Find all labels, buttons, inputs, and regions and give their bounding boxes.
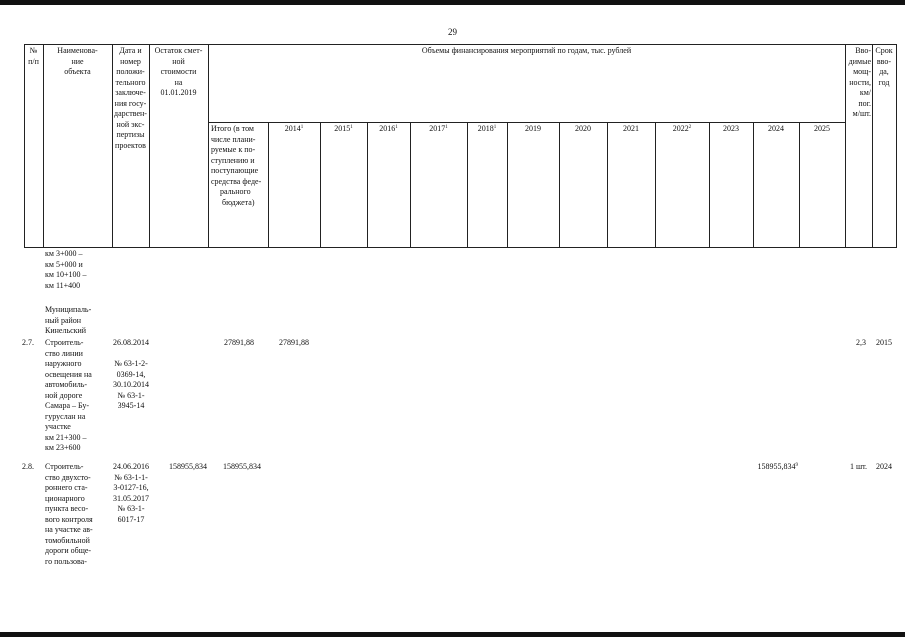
header-year-2024: 2024 — [768, 124, 784, 133]
row-total: 27891,88 — [224, 338, 254, 347]
row-capacity: 2,3 — [856, 338, 866, 347]
grid-line — [208, 44, 209, 247]
header-funding-title: Объемы финансирования мероприятий по годам, тыс. рублей — [421, 46, 632, 55]
district-label: Муниципаль- ный район Кинельский — [45, 305, 92, 335]
header-year-2016: 2016$^1$ — [379, 124, 398, 133]
grid-line — [24, 44, 25, 247]
row-deadline: 2015 — [876, 338, 892, 347]
header-total: Итого (в том числе плани- руемые к по- ступлению и поступающие средства феде- рального бюджета) — [211, 124, 262, 207]
header-no: № п/п — [28, 46, 39, 66]
header-year-2017: 2017$^1$ — [429, 124, 448, 133]
grid-line — [753, 122, 754, 247]
grid-line — [467, 122, 468, 247]
header-expertise-date: Дата и номер положи- тельного заключе- ния госу- дарствен- ной экс- пертизы проектов — [114, 46, 147, 150]
grid-line — [410, 122, 411, 247]
header-year-2021: 2021 — [623, 124, 639, 133]
grid-line — [709, 122, 710, 247]
header-year-2020: 2020 — [575, 124, 591, 133]
header-deadline: Срок вво- да, год — [875, 46, 893, 87]
grid-line — [24, 247, 897, 248]
header-year-2014: 2014$^1$ — [284, 124, 304, 133]
grid-line — [367, 122, 368, 247]
header-capacity: Вво- димые мощ- ности, км/ пог. м/шт. — [848, 46, 871, 118]
row-number: 2.7. — [22, 338, 34, 347]
grid-line — [896, 44, 897, 247]
row-deadline: 2024 — [876, 462, 892, 471]
page-number: 29 — [448, 27, 457, 37]
grid-line — [607, 122, 608, 247]
top-border-bar — [0, 0, 905, 5]
grid-line — [507, 122, 508, 247]
row-capacity: 1 шт. — [849, 462, 867, 471]
header-year-2023: 2023 — [723, 124, 739, 133]
header-year-2022: 2022$^2$ — [672, 124, 692, 133]
header-balance: Остаток смет- ной стоимости на 01.01.2019 — [154, 46, 203, 97]
row-expertise-date: 24.06.2016 № 63-1-1- 3-0127-16, 31.05.2017 № 63-1- 6017-17 — [113, 462, 149, 524]
grid-line — [799, 122, 800, 247]
row-value-2024: 158955,834$^9$ — [757, 462, 798, 471]
row-number: 2.8. — [22, 462, 34, 471]
row-object-name: Строитель- ство линии наружного освещения на автомобиль- ной дороге Самара – Бу- гуруслан на участке км 21+300 – км 23+600 — [45, 338, 92, 452]
grid-line — [208, 122, 845, 123]
header-year-2025: 2025 — [814, 124, 830, 133]
row-total: 158955,834 — [223, 462, 261, 471]
row-expertise-date: 26.08.2014 № 63-1-2- 0369-14, 30.10.2014 № 63-1- 3945-14 — [113, 338, 149, 410]
carryover-text: км 3+000 – км 5+000 и км 10+100 – км 11+400 — [45, 249, 87, 290]
header-year-2019: 2019 — [525, 124, 541, 133]
grid-line — [559, 122, 560, 247]
row-balance: 158955,834 — [169, 462, 207, 471]
header-year-2015: 2015$^1$ — [334, 124, 353, 133]
bottom-border-bar — [0, 632, 905, 637]
grid-line — [268, 122, 269, 247]
grid-line — [320, 122, 321, 247]
header-object-name: Наименова- ние объекта — [57, 46, 98, 76]
grid-line — [655, 122, 656, 247]
row-object-name: Строитель- ство двухсто- роннего ста- ционарного пункта весо- вого контроля на участке ав- томобильной дороги обще- го пользова- — [45, 462, 93, 566]
grid-line — [24, 44, 897, 45]
header-year-2018: 2018$^1$ — [477, 124, 497, 133]
row-value-2014: 27891,88 — [279, 338, 309, 347]
